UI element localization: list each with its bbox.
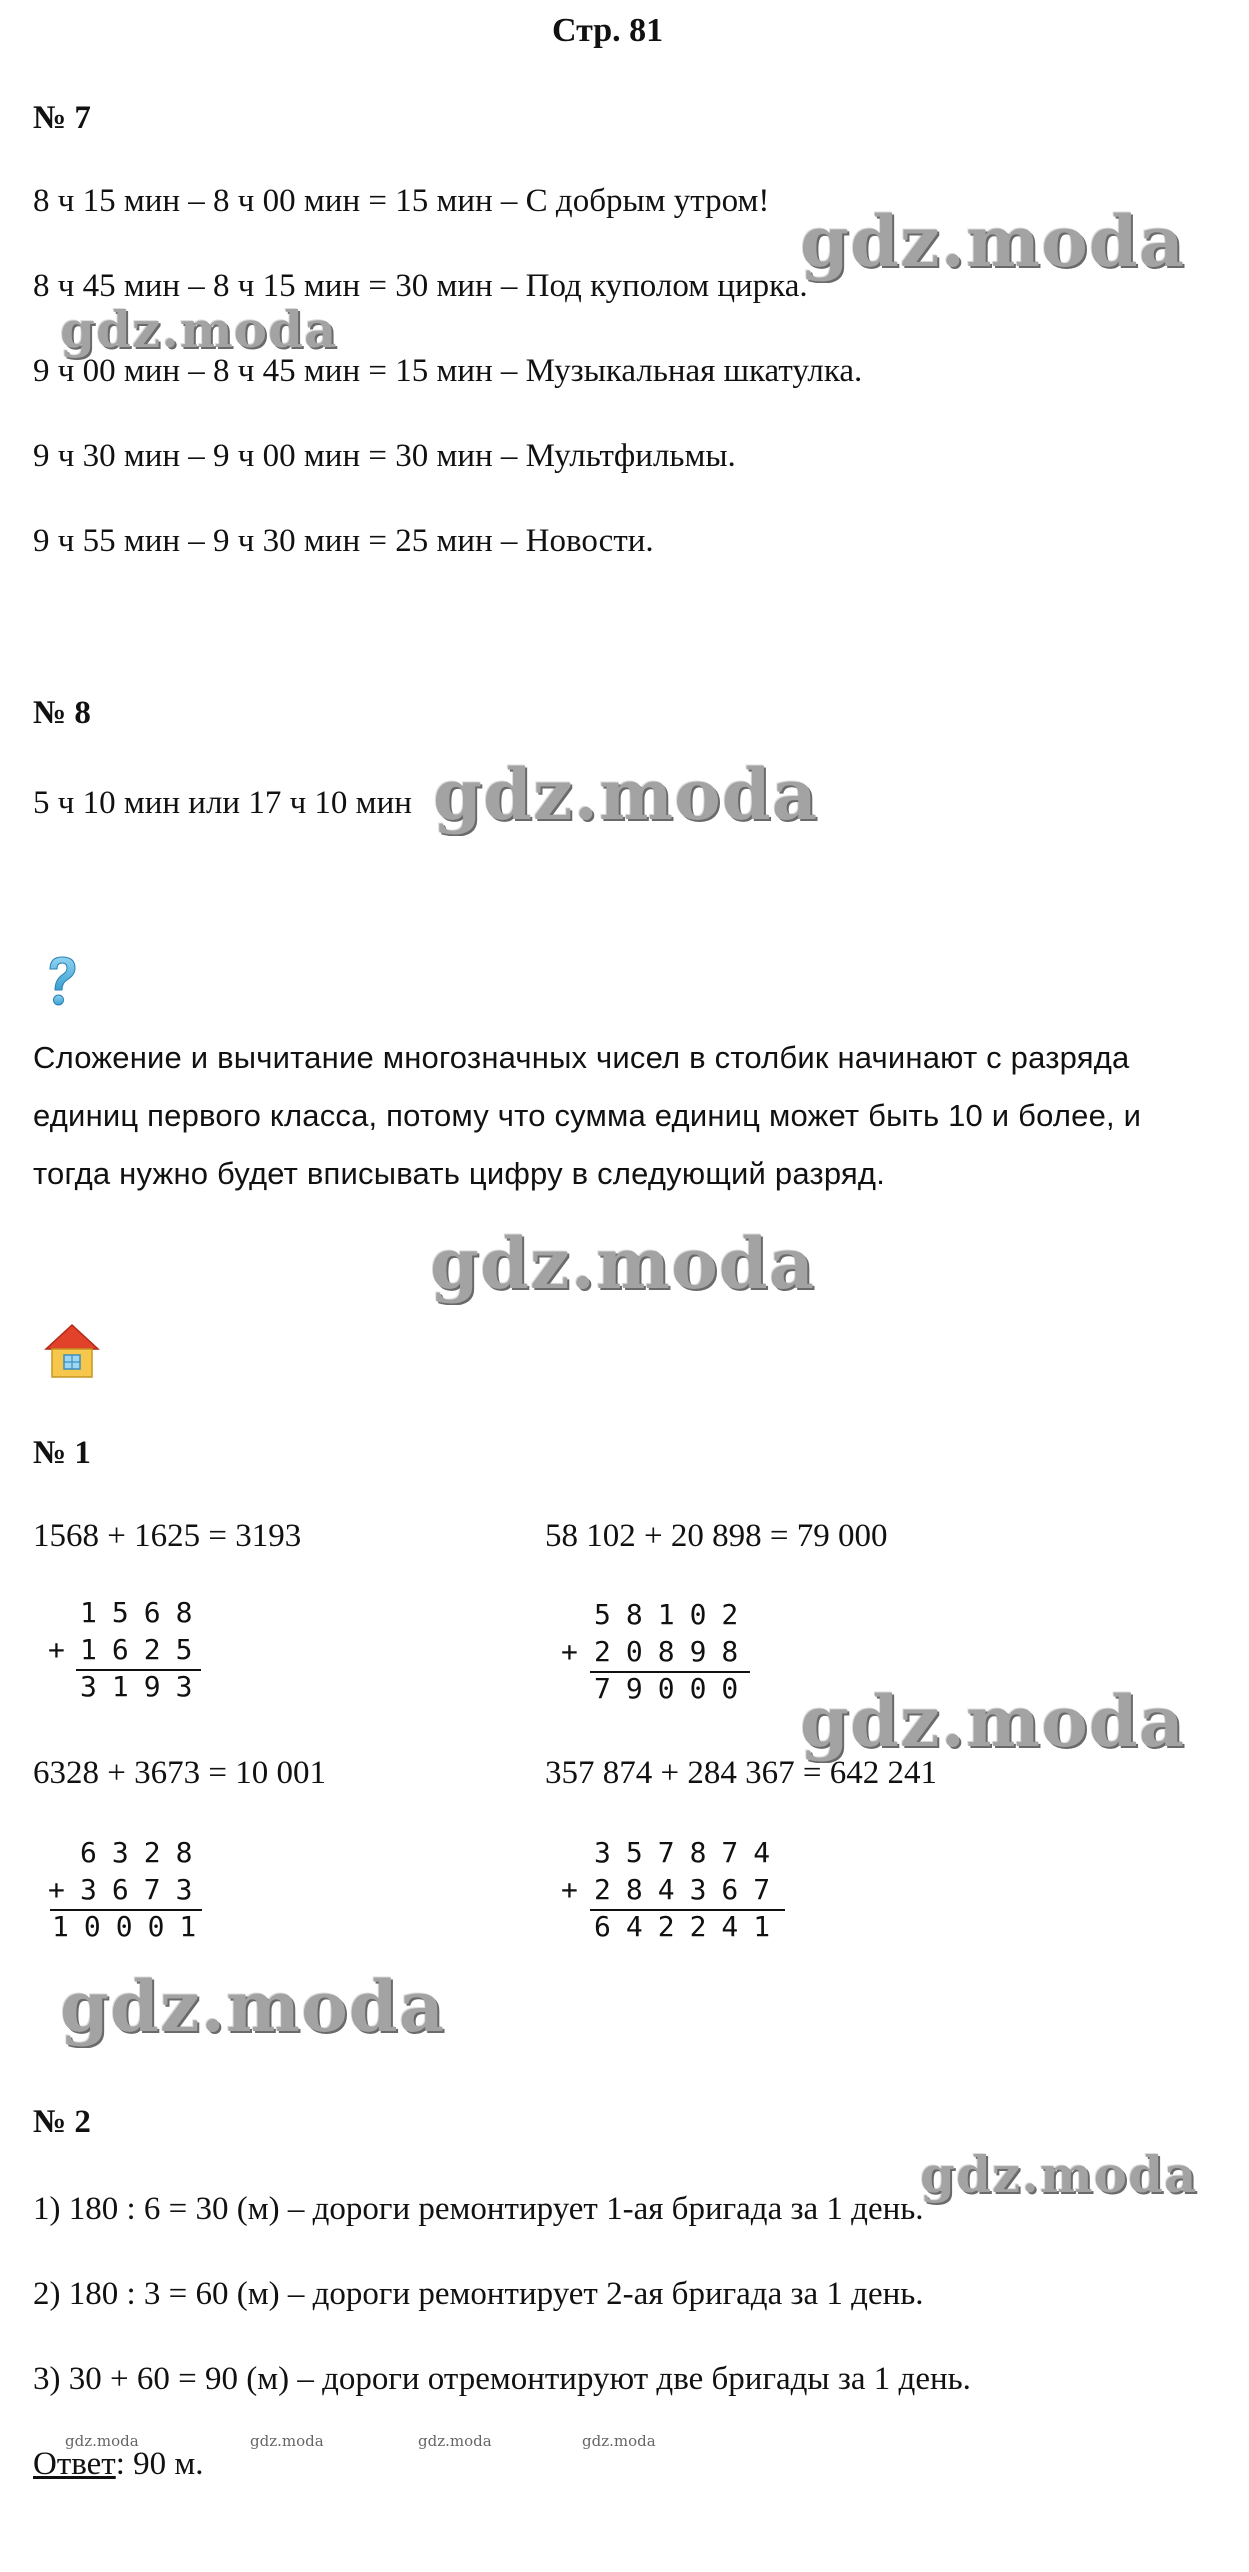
col3-addend-a: 6328 xyxy=(80,1836,208,1869)
watermark: gdz.moda xyxy=(250,2432,324,2450)
task8-heading: № 8 xyxy=(33,695,91,731)
col3-sum: 10001 xyxy=(52,1910,212,1943)
task7-line-4: 9 ч 30 мин – 9 ч 00 мин = 30 мин – Мультфильмы. xyxy=(33,438,736,474)
home-task1-eq3: 6328 + 3673 = 10 001 xyxy=(33,1755,326,1791)
col4-addend-a: 357874 xyxy=(594,1836,786,1869)
col4-plus-sign: + xyxy=(561,1873,578,1906)
col2-sum: 79000 xyxy=(594,1672,754,1705)
task8-line: 5 ч 10 мин или 17 ч 10 мин xyxy=(33,785,412,821)
col1-plus-sign: + xyxy=(48,1633,65,1666)
question-line-1: Сложение и вычитание многозначных чисел в столбик начинают с разряда xyxy=(33,1040,1130,1075)
col4-addend-b: 284367 xyxy=(594,1873,786,1906)
answer-label: Ответ xyxy=(33,2446,116,2482)
col3-addend-b: 3673 xyxy=(80,1873,208,1906)
col4-sum: 642241 xyxy=(594,1910,786,1943)
watermark: gdz.moda xyxy=(65,2432,139,2450)
question-line-2: единиц первого класса, потому что сумма единиц может быть 10 и более, и xyxy=(33,1098,1142,1133)
home-task1-eq2: 58 102 + 20 898 = 79 000 xyxy=(545,1518,888,1554)
home-task1-eq4: 357 874 + 284 367 = 642 241 xyxy=(545,1755,937,1791)
col1-addend-b: 1625 xyxy=(80,1633,208,1666)
house-icon xyxy=(44,1323,100,1386)
watermark: gdz.moda xyxy=(433,753,819,836)
watermark: gdz.moda xyxy=(920,2145,1198,2204)
col1-addend-a: 1568 xyxy=(80,1596,208,1629)
home-task2-line-2: 2) 180 : 3 = 60 (м) – дороги ремонтирует 2-ая бригада за 1 день. xyxy=(33,2276,924,2312)
home-task1-heading: № 1 xyxy=(33,1435,91,1471)
watermark: gdz.moda xyxy=(418,2432,492,2450)
page-title: Стр. 81 xyxy=(552,12,664,49)
question-mark-icon xyxy=(42,955,82,1016)
task7-heading: № 7 xyxy=(33,100,91,136)
home-task2-answer xyxy=(33,2446,204,2483)
task7-line-5: 9 ч 55 мин – 9 ч 30 мин = 25 мин – Новости. xyxy=(33,523,654,559)
col1-sum: 3193 xyxy=(80,1670,208,1703)
task7-line-2: 8 ч 45 мин – 8 ч 15 мин = 30 мин – Под куполом цирка. xyxy=(33,268,808,304)
watermark: gdz.moda xyxy=(800,200,1186,283)
watermark: gdz.moda xyxy=(60,1965,446,2048)
task7-line-3: 9 ч 00 мин – 8 ч 45 мин = 15 мин – Музыкальная шкатулка. xyxy=(33,353,863,389)
col2-addend-b: 20898 xyxy=(594,1635,754,1668)
watermark: gdz.moda xyxy=(60,300,338,359)
home-task2-line-3: 3) 30 + 60 = 90 (м) – дороги отремонтируют две бригады за 1 день. xyxy=(33,2361,971,2397)
watermark: gdz.moda xyxy=(800,1680,1186,1763)
watermark: gdz.moda xyxy=(582,2432,656,2450)
col2-addend-a: 58102 xyxy=(594,1598,754,1631)
col3-plus-sign: + xyxy=(48,1873,65,1906)
watermark: gdz.moda xyxy=(430,1222,816,1305)
home-task1-eq1: 1568 + 1625 = 3193 xyxy=(33,1518,302,1554)
task7-line-1: 8 ч 15 мин – 8 ч 00 мин = 15 мин – С добрым утром! xyxy=(33,183,770,219)
home-task2-line-1: 1) 180 : 6 = 30 (м) – дороги ремонтирует 1-ая бригада за 1 день. xyxy=(33,2191,924,2227)
col2-plus-sign: + xyxy=(561,1635,578,1668)
answer-value: : 90 м. xyxy=(115,2446,204,2482)
home-task2-heading: № 2 xyxy=(33,2104,91,2140)
question-line-3: тогда нужно будет вписывать цифру в следующий разряд. xyxy=(33,1156,886,1191)
